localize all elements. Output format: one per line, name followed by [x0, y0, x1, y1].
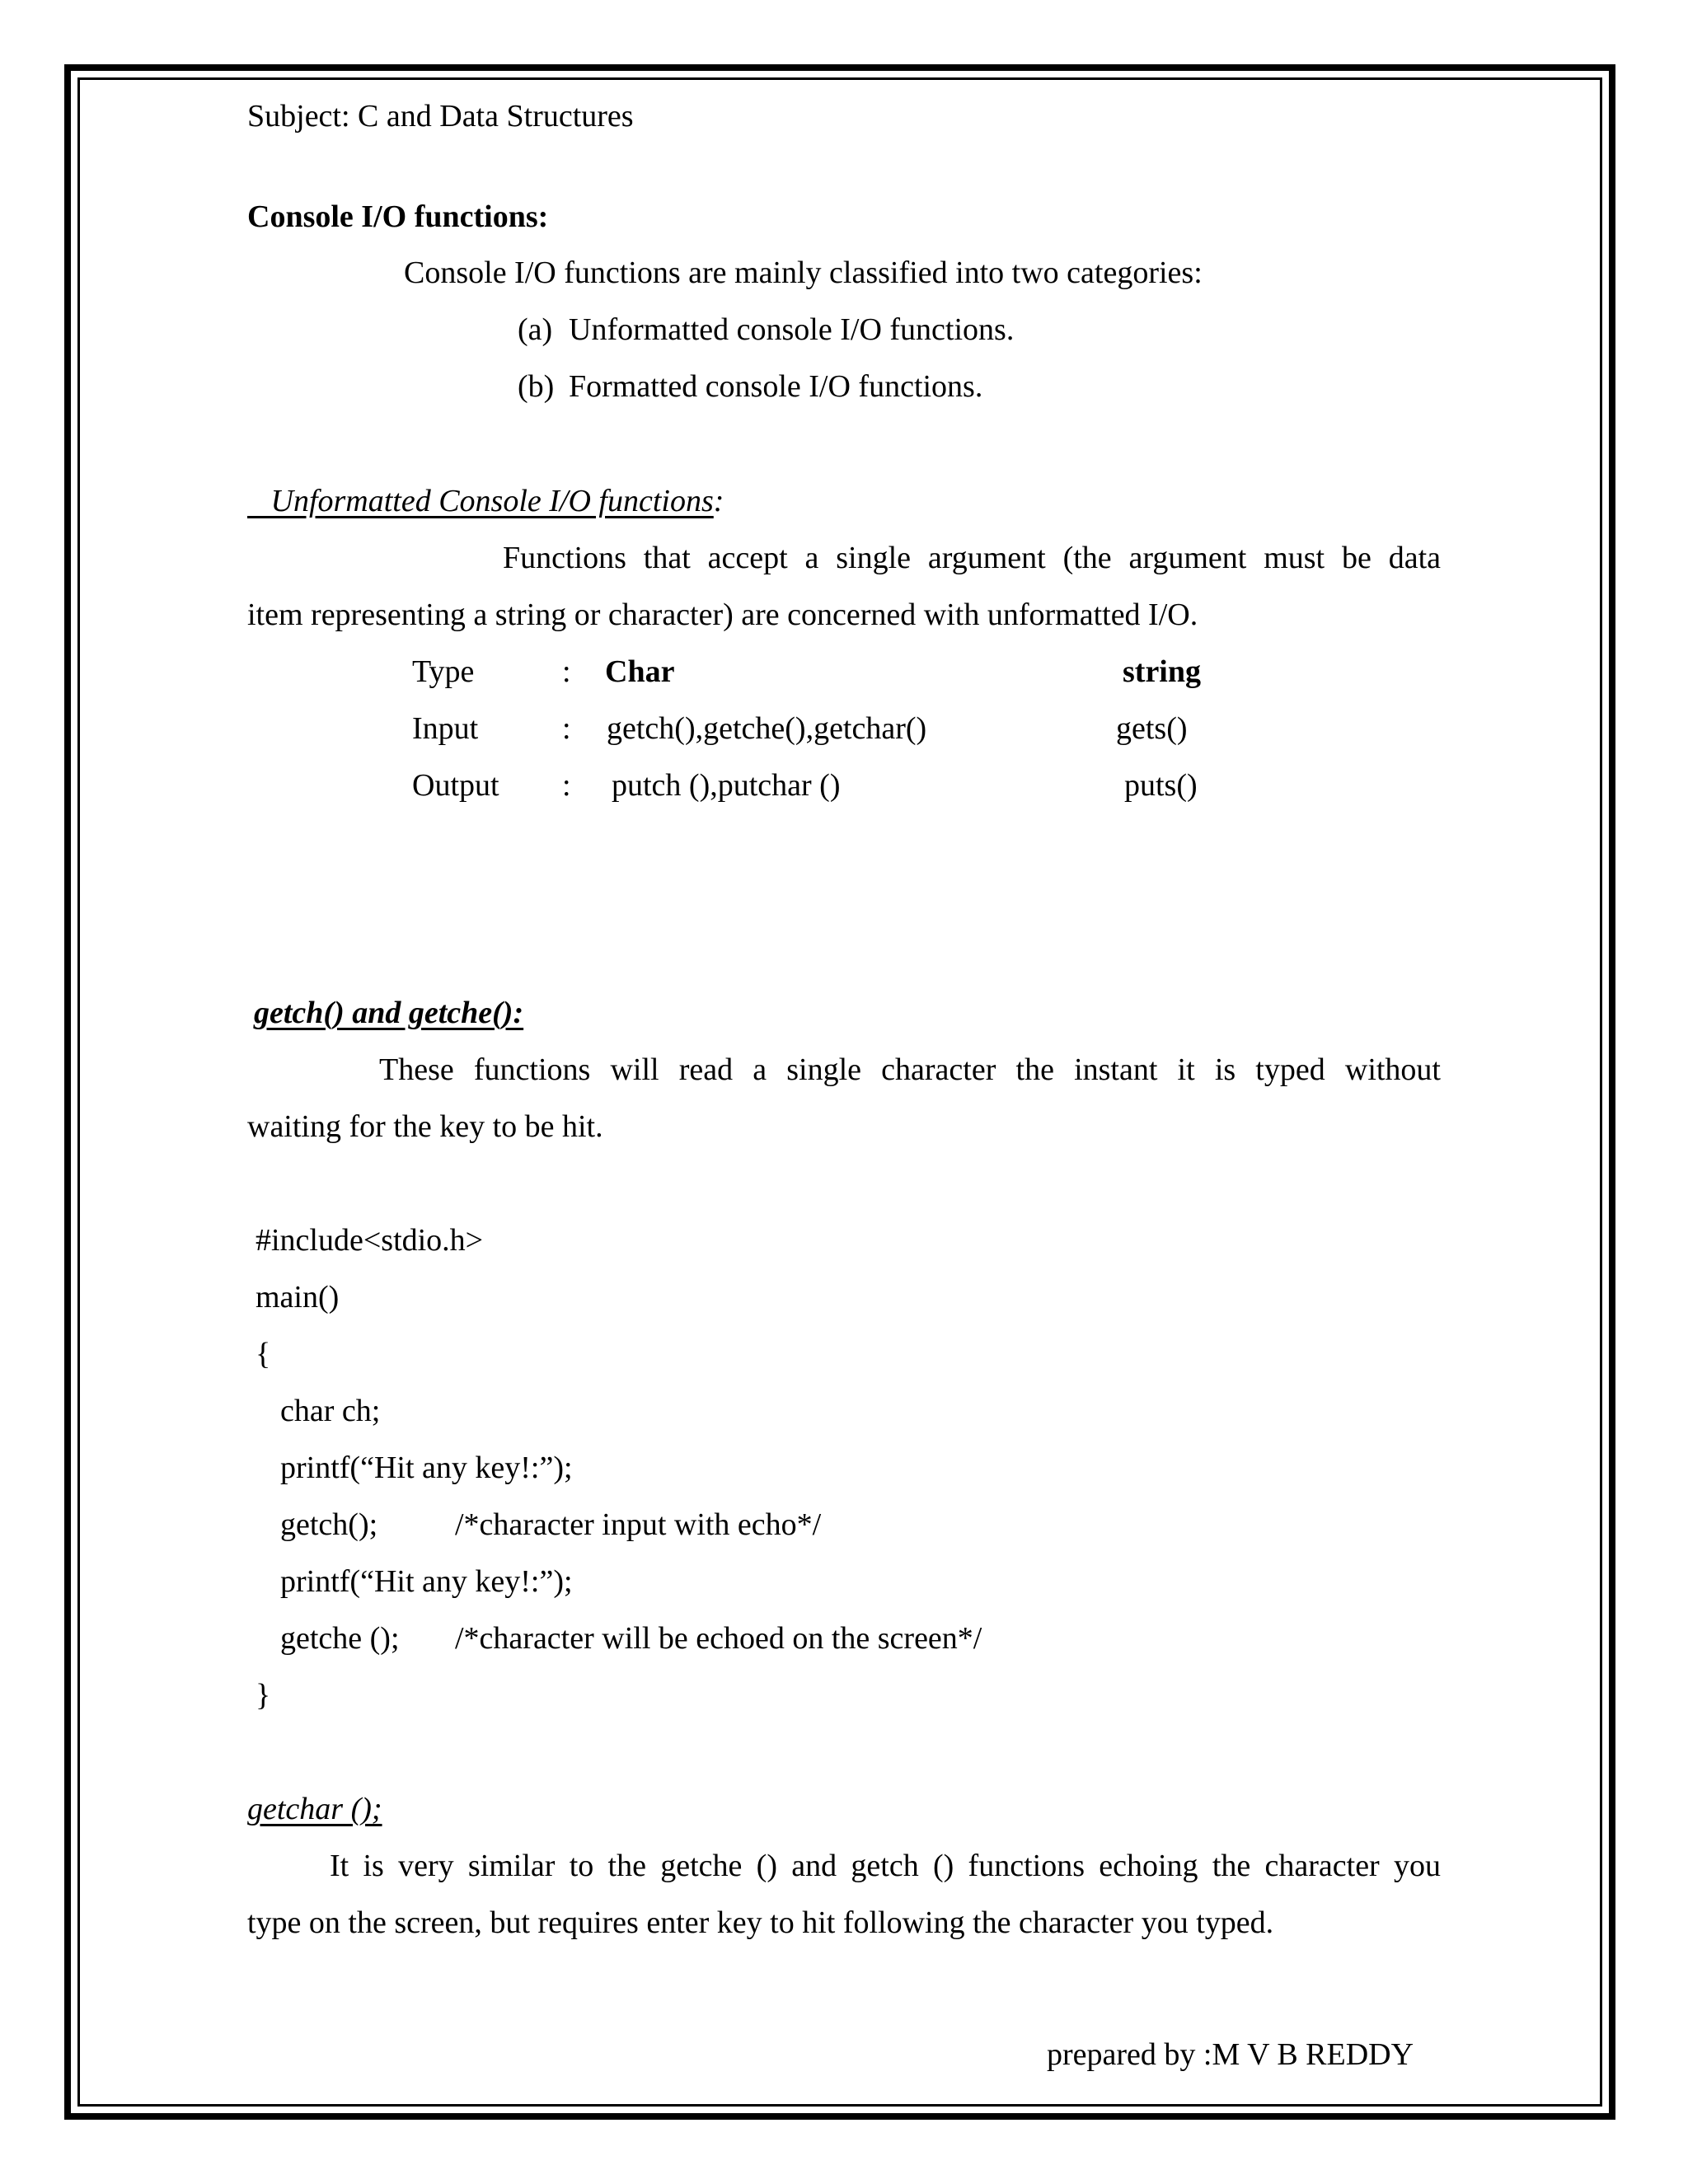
table-row-type-sep: : — [562, 654, 571, 689]
table-row-output-label: Output — [412, 768, 499, 803]
console-io-intro: Console I/O functions are mainly classified into two categories: — [404, 255, 1203, 290]
getchar-para-line2: type on the screen, but requires enter key to hit following the character you typed. — [247, 1905, 1274, 1940]
table-row-output-string: puts() — [1124, 768, 1198, 803]
code-line-main: main() — [256, 1280, 340, 1315]
code-line-char-decl: char ch; — [280, 1394, 381, 1428]
unformatted-heading-text: Unformatted Console I/O functions — [270, 484, 714, 518]
table-row-input-string: gets() — [1116, 711, 1188, 746]
code-comment-getche: /*character will be echoed on the screen*/ — [455, 1621, 982, 1656]
table-row-input-label: Input — [412, 711, 479, 746]
category-b-text: Formatted console I/O functions. — [569, 369, 983, 404]
prepared-by-footer: prepared by :M V B REDDY — [1047, 2037, 1414, 2072]
table-row-output-char: putch (),putchar () — [612, 768, 841, 803]
category-a-text: Unformatted console I/O functions. — [569, 312, 1015, 347]
category-a-marker: (a) — [518, 312, 553, 347]
getch-para-line2: waiting for the key to be hit. — [247, 1109, 603, 1144]
code-line-getche: getche (); — [280, 1621, 400, 1656]
table-row-type-char: Char — [605, 654, 675, 689]
table-row-output-sep: : — [562, 768, 571, 803]
getch-para-line1: These functions will read a single character the instant it is typed without — [379, 1052, 1441, 1087]
unformatted-para-line1: Functions that accept a single argument (the argument must be data — [503, 541, 1441, 575]
table-row-input-char: getch(),getche(),getchar() — [607, 711, 927, 746]
code-line-include: #include<stdio.h> — [256, 1223, 484, 1258]
unformatted-heading — [247, 482, 724, 520]
unformatted-para-line2: item representing a string or character) are concerned with unformatted I/O. — [247, 598, 1198, 632]
getch-getche-heading: getch() and getche(): — [254, 996, 524, 1030]
code-line-printf-2: printf(“Hit any key!:”); — [280, 1564, 573, 1599]
getchar-para-line1: It is very similar to the getche () and getch () functions echoing the character you — [330, 1849, 1441, 1883]
table-row-type-string: string — [1123, 654, 1201, 689]
code-line-getch: getch(); — [280, 1507, 378, 1542]
code-line-printf-1: printf(“Hit any key!:”); — [280, 1451, 573, 1485]
code-comment-getch: /*character input with echo*/ — [455, 1507, 822, 1542]
code-line-close-brace: } — [256, 1678, 271, 1713]
code-line-open-brace: { — [256, 1337, 271, 1371]
table-row-type-label: Type — [412, 654, 475, 689]
table-row-input-sep: : — [562, 711, 571, 746]
subject-line: Subject: C and Data Structures — [247, 99, 634, 134]
getchar-heading: getchar (); — [247, 1792, 382, 1826]
unformatted-heading-colon: : — [713, 484, 724, 518]
category-b-marker: (b) — [518, 369, 555, 404]
console-io-heading: Console I/O functions: — [247, 199, 549, 234]
